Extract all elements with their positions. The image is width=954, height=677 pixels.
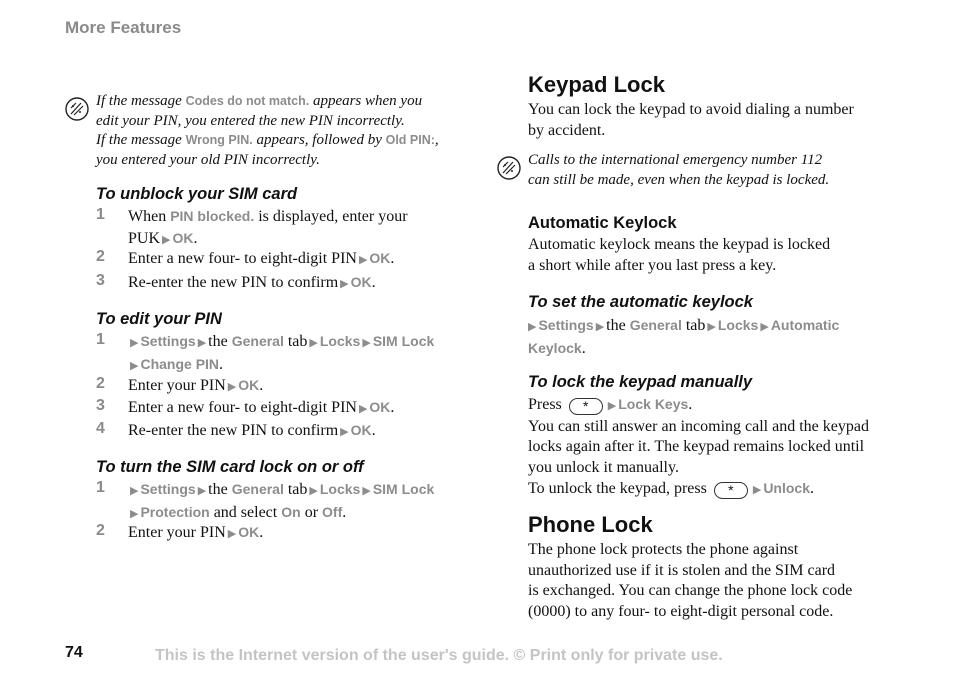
lock-keypad-manually-heading: To lock the keypad manually [528,373,753,391]
page-number: 74 [65,644,83,661]
automatic-keylock-text: Automatic keylock means the keypad is locked a short while after you last press a key. [528,236,831,274]
unblock-step-2: Enter a new four- to eight-digit PIN ▶ OK. [128,250,395,267]
step-number: 3 [96,397,105,414]
edit-step-2: Enter your PIN ▶ OK. [128,377,264,394]
edit-step-1: ▶ Settings ▶ the General tab ▶ Locks ▶ SIM Lock ▶ Change PIN. [130,333,435,373]
unblock-step-1: When PIN blocked. is displayed, enter your PUK ▶ OK. [128,208,408,247]
emergency-call-note: Calls to the international emergency number 112 can still be made, even when the keypad is locked. [528,152,830,188]
edit-pin-heading: To edit your PIN [96,310,222,328]
step-number: 2 [96,375,105,392]
step-number: 1 [96,479,105,496]
keypad-lock-title: Keypad Lock [528,72,665,97]
footer-notice: This is the Internet version of the user's guide. © Print only for private use. [155,647,723,664]
edit-step-4: Re-enter the new PIN to confirm ▶ OK. [128,422,376,439]
step-number: 3 [96,272,105,289]
step-number: 1 [96,331,105,348]
step-number: 2 [96,522,105,539]
step-number: 2 [96,248,105,265]
edit-step-3: Enter a new four- to eight-digit PIN ▶ OK. [128,399,395,416]
step-number: 1 [96,206,105,223]
tip-icon [496,155,522,181]
lock-keypad-manually-text: Press * ▶ Lock Keys. You can still answer an incoming call and the keypad locks again after it. The keypad remains locked until you unlock it manually. To unlock the keypad, press * ▶ Unlock. [528,396,869,498]
simlock-step-2: Enter your PIN ▶ OK. [128,524,264,541]
star-key-icon: * [714,482,748,499]
phone-lock-text: The phone lock protects the phone against unauthorized use if it is stolen and the SIM card is exchanged. You can change the phone lock code (0000) to any four- to eight-digit personal code. [528,541,853,620]
set-auto-keylock-path: ▶ Settings ▶ the General tab ▶ Locks ▶ Automatic Keylock. [528,317,840,357]
keypad-lock-intro: You can lock the keypad to avoid dialing a number by accident. [528,101,854,139]
automatic-keylock-heading: Automatic Keylock [528,214,677,232]
phone-lock-title: Phone Lock [528,512,653,537]
tip-icon [64,96,90,122]
sim-lock-heading: To turn the SIM card lock on or off [96,458,364,476]
unblock-sim-heading: To unblock your SIM card [96,185,298,203]
star-key-icon: * [569,398,603,415]
simlock-step-1: ▶ Settings ▶ the General tab ▶ Locks ▶ SIM Lock ▶ Protection and select On or Off. [130,481,435,521]
pin-mismatch-note: If the message Codes do not match. appears when you edit your PIN, you entered the new PIN incorrectly. If the message Wrong PIN. appears, followed by Old PIN:, you entered your old PIN incorrectly. [96,93,439,168]
unblock-step-3: Re-enter the new PIN to confirm ▶ OK. [128,274,376,291]
section-header: More Features [65,18,182,37]
set-auto-keylock-heading: To set the automatic keylock [528,293,753,311]
step-number: 4 [96,420,105,437]
